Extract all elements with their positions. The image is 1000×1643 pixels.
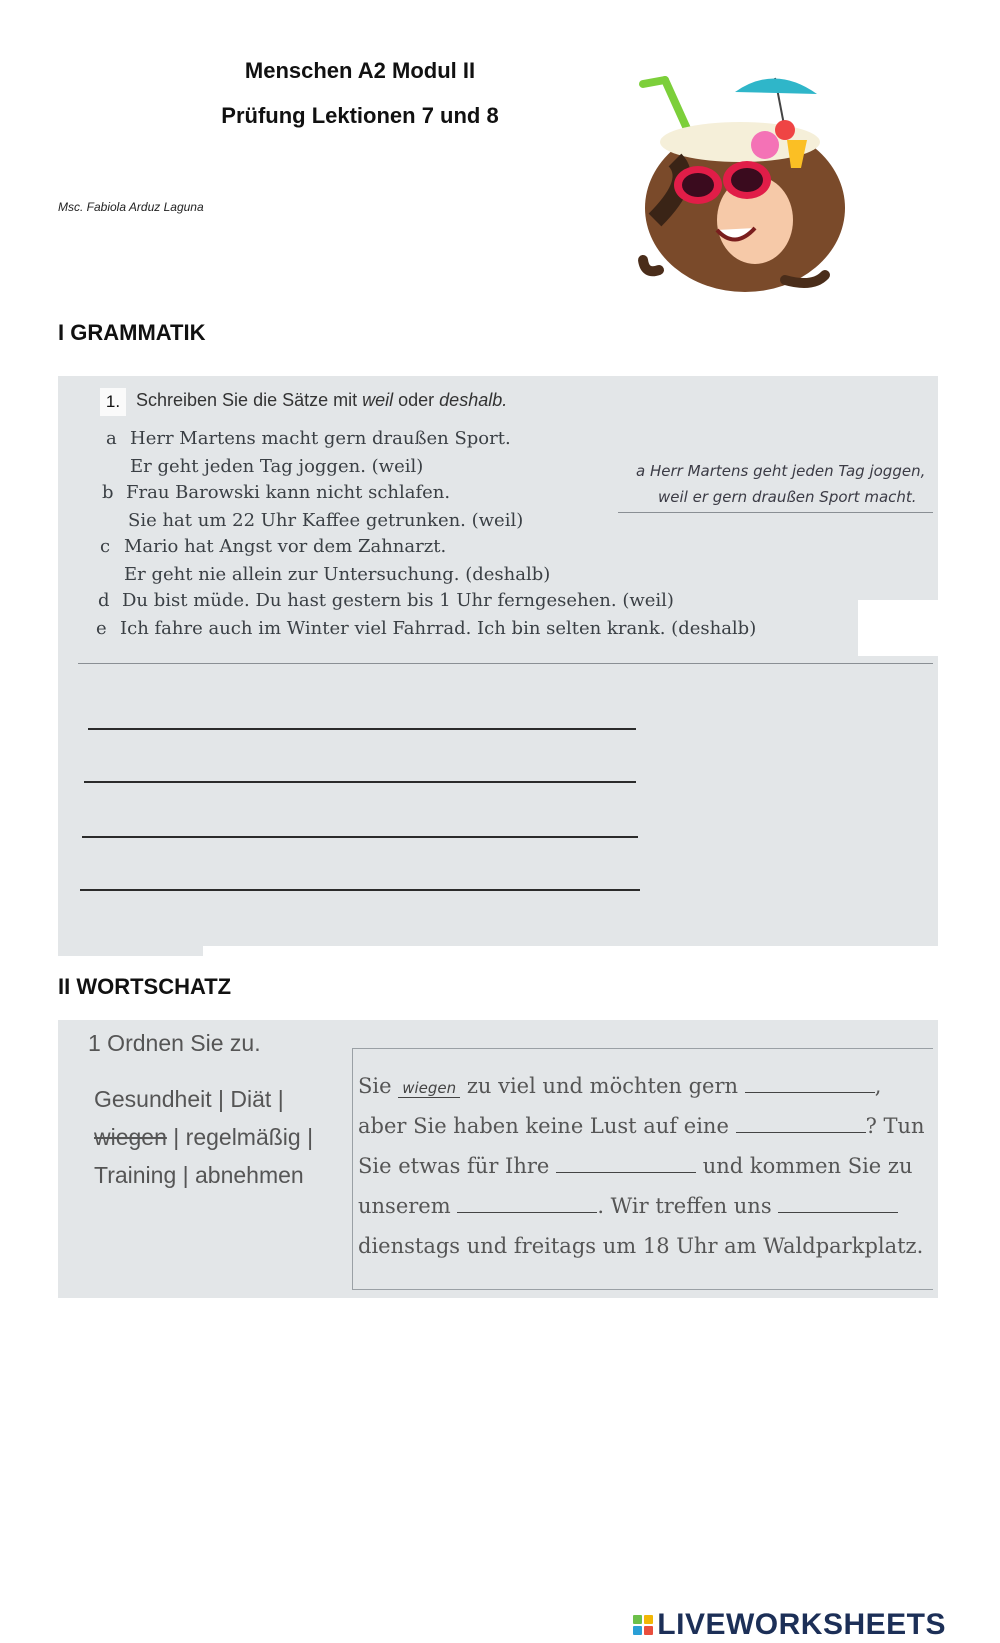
exercise-instruction: Schreiben Sie die Sätze mit weil oder deshalb.	[136, 390, 508, 410]
example-answer-line2: weil er gern draußen Sport macht.	[658, 488, 917, 506]
answer-line-2[interactable]	[84, 781, 636, 783]
vocab-exercise-title: 1 Ordnen Sie zu.	[88, 1030, 261, 1056]
vocabulary-heading: II WORTSCHATZ	[58, 974, 232, 999]
author-name: Msc. Fabiola Arduz Laguna	[58, 200, 204, 214]
cloze-line-1: Sie wiegen zu viel und möchten gern ,	[358, 1074, 882, 1098]
item-c-line1: c Mario hat Angst vor dem Zahnarzt.	[100, 536, 447, 557]
cloze-line-5: dienstags und freitags um 18 Uhr am Waldparkplatz.	[358, 1234, 924, 1258]
blank-5[interactable]	[778, 1194, 898, 1213]
liveworksheets-logo	[633, 1608, 946, 1642]
exercise-number: 1.	[100, 388, 126, 416]
grammar-heading: I GRAMMATIK	[58, 320, 206, 345]
title-line-2: Prüfung Lektionen 7 und 8	[221, 103, 499, 128]
filled-blank-wiegen: wiegen	[398, 1079, 460, 1098]
cloze-line-2: aber Sie haben keine Lust auf eine ? Tun	[358, 1114, 925, 1138]
brand-name: LIVEWORKSHEETS	[657, 1608, 946, 1641]
answer-line-1[interactable]	[88, 728, 636, 730]
blank-2[interactable]	[736, 1114, 866, 1133]
answer-line-3[interactable]	[82, 836, 638, 838]
blank-3[interactable]	[556, 1154, 696, 1173]
vocabulary-exercise-photo	[58, 1020, 938, 1298]
item-d: d Du bist müde. Du hast gestern bis 1 Uhr ferngesehen. (weil)	[98, 590, 674, 611]
divider-line	[78, 663, 933, 664]
title-line-1: Menschen A2 Modul II	[244, 58, 476, 83]
cloze-line-3: Sie etwas für Ihre und kommen Sie zu	[358, 1154, 913, 1178]
blank-1[interactable]	[745, 1074, 875, 1093]
item-c-line2: Er geht nie allein zur Untersuchung. (deshalb)	[124, 564, 551, 585]
example-answer-line1: a Herr Martens geht jeden Tag joggen,	[636, 462, 926, 480]
example-answer-underline	[618, 512, 933, 513]
blank-4[interactable]	[457, 1194, 597, 1213]
cloze-line-4: unserem . Wir treffen uns	[358, 1194, 898, 1218]
photo-edge-strip	[58, 946, 203, 956]
item-e: e Ich fahre auch im Winter viel Fahrrad. Ich bin selten krank. (deshalb)	[96, 618, 757, 639]
item-b-line2: Sie hat um 22 Uhr Kaffee getrunken. (weil)	[128, 510, 524, 531]
white-patch	[858, 600, 938, 656]
item-a-line1: a Herr Martens macht gern draußen Sport.	[106, 428, 511, 449]
item-a-line2: Er geht jeden Tag joggen. (weil)	[130, 456, 424, 477]
item-b-line1: b Frau Barowski kann nicht schlafen.	[102, 482, 451, 503]
word-bank: Gesundheit | Diät | wiegen | regelmäßig | Training | abnehmen	[94, 1086, 314, 1188]
grammar-exercise-photo	[58, 376, 938, 946]
liveworksheets-grid-icon	[633, 1615, 653, 1635]
coconut-mascot-illustration	[635, 70, 855, 295]
answer-line-4[interactable]	[80, 889, 640, 891]
